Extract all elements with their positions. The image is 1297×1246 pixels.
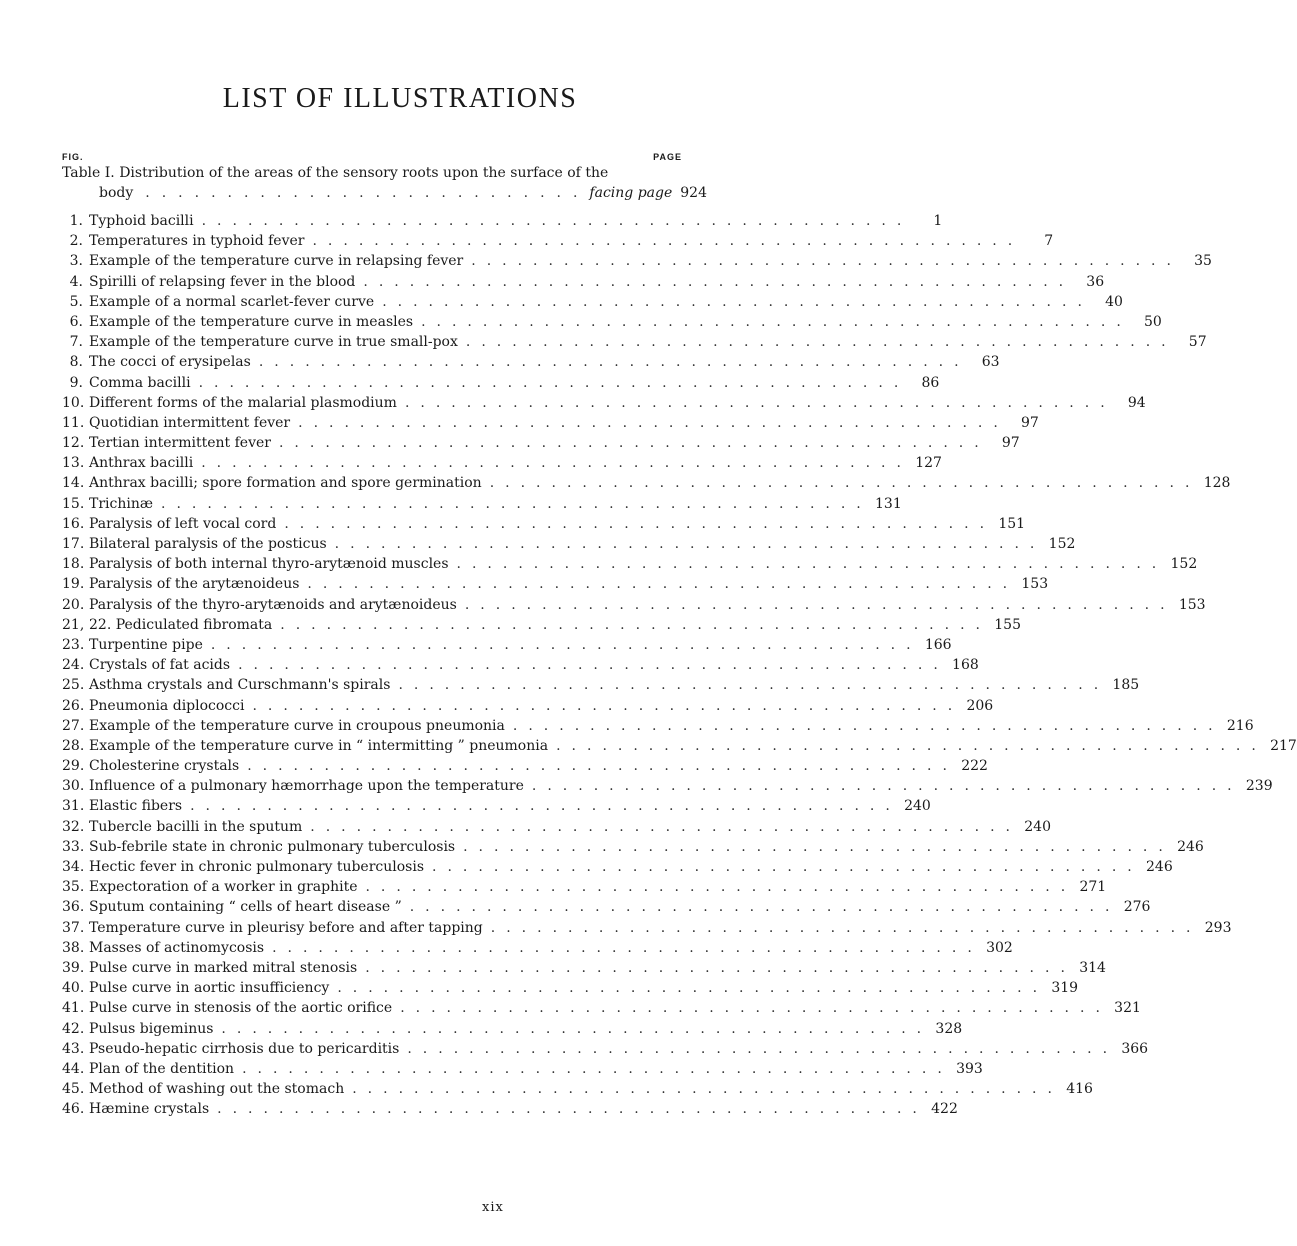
figure-number: 27. [62, 717, 85, 734]
list-item [62, 615, 1021, 635]
figure-number: 6. [69, 313, 83, 330]
figure-number: 29. [62, 758, 85, 775]
figure-page: 153 [1021, 576, 1049, 593]
figure-number: 43. [62, 1040, 85, 1057]
page-column-header: PAGE [653, 152, 682, 162]
leader-dots: .............................................. [210, 636, 922, 653]
figure-number: 42. [62, 1020, 85, 1037]
figure-page: 217 [1270, 737, 1297, 754]
list-item [62, 938, 1013, 958]
leader-dots: .............................................. [280, 616, 991, 633]
figure-page: 7 [1044, 233, 1054, 250]
figure-page: 127 [915, 455, 942, 472]
figure-page: 128 [1203, 475, 1231, 492]
figure-title: Hæmine crystals [89, 1101, 210, 1118]
list-item [62, 453, 942, 473]
figure-page: 50 [1143, 313, 1162, 330]
leader-dots: ........................... [145, 185, 590, 201]
list-item [62, 817, 1051, 837]
figure-title: Paralysis of the thyro-arytænoids and arytænoideus [89, 596, 457, 613]
figure-page: 166 [924, 636, 952, 653]
figure-number: 4. [69, 273, 83, 290]
leader-dots: .............................................. [382, 293, 1093, 310]
figure-page: 240 [904, 798, 931, 815]
list-item [62, 696, 994, 716]
figure-title: Sub-febrile state in chronic pulmonary tuberculosis [89, 838, 456, 855]
figure-page: 239 [1245, 778, 1273, 795]
list-item [62, 413, 1039, 433]
figure-page: 35 [1194, 253, 1212, 270]
figure-title: Example of the temperature curve in measles [89, 313, 414, 330]
leader-dots: .............................................. [531, 778, 1243, 795]
list-item [62, 534, 1076, 554]
page-number: xix [482, 1200, 504, 1215]
leader-dots: .............................................. [284, 515, 996, 532]
figure-number: 38. [62, 939, 85, 956]
list-item [62, 393, 1146, 413]
list-item [62, 857, 1173, 877]
figure-number: 2. [69, 233, 83, 250]
figure-number: 7. [69, 334, 83, 351]
list-item [62, 918, 1232, 938]
figure-title: Turpentine pipe [89, 636, 203, 653]
leader-dots: .............................................. [407, 1040, 1119, 1057]
figure-title: Tubercle bacilli in the sputum [89, 818, 303, 835]
figure-page: 185 [1112, 677, 1140, 694]
figure-number: 45. [62, 1081, 85, 1098]
leader-dots: .............................................. [363, 273, 1075, 290]
figure-number: 41. [62, 1000, 85, 1017]
leader-dots: .............................................. [334, 536, 1046, 552]
leader-dots: .............................................. [409, 899, 1121, 916]
list-item [62, 292, 1123, 312]
figure-page: 319 [1051, 980, 1079, 997]
figure-number: 11. [62, 414, 85, 431]
list-item [62, 756, 988, 776]
figure-number: 31. [62, 798, 85, 815]
list-item [62, 998, 1141, 1018]
leader-dots: .............................................. [432, 859, 1143, 875]
figure-title: Trichinæ [89, 495, 154, 512]
table-entry [62, 163, 707, 203]
figure-page: 276 [1123, 899, 1151, 916]
figure-page: 240 [1024, 818, 1051, 835]
figure-title: Paralysis of left vocal cord [89, 515, 277, 532]
figure-title: Temperatures in typhoid fever [89, 233, 305, 250]
leader-dots: .............................................. [471, 253, 1182, 270]
figure-number: 20. [62, 596, 85, 613]
list-item [62, 211, 943, 231]
figure-title: Influence of a pulmonary hæmorrhage upon the temperature [89, 778, 524, 795]
figure-page: 97 [1021, 414, 1039, 431]
list-item [62, 897, 1151, 917]
figure-title: Bilateral paralysis of the posticus [89, 536, 327, 552]
figure-title: Elastic fibers [89, 798, 183, 815]
figure-number: 5. [69, 293, 83, 310]
figure-title: Pseudo-hepatic cirrhosis due to pericarditis [89, 1040, 400, 1057]
figure-page: 321 [1114, 1000, 1141, 1017]
figure-number: 17. [62, 536, 85, 552]
leader-dots: .............................................. [404, 394, 1116, 411]
leader-dots: .............................................. [465, 334, 1177, 351]
list-item [62, 978, 1079, 998]
list-item [62, 1079, 1093, 1099]
figure-title: Typhoid bacilli [89, 213, 194, 229]
list-item [62, 554, 1198, 574]
figure-page: 314 [1079, 959, 1106, 976]
figure-title: Pulse curve in marked mitral stenosis [89, 959, 358, 976]
leader-dots: .............................................. [252, 697, 964, 714]
list-item [62, 514, 1026, 534]
figure-page: 153 [1178, 596, 1206, 613]
leader-dots: .............................................. [421, 313, 1132, 330]
leader-dots: .............................................. [298, 414, 1009, 431]
figure-number: 23. [62, 636, 85, 653]
leader-dots: .............................................. [398, 677, 1110, 694]
figure-page: 168 [952, 657, 979, 674]
list-item [62, 958, 1106, 978]
leader-dots: .............................................. [337, 980, 1049, 997]
list-item [62, 352, 1000, 372]
figure-title: Example of the temperature curve in relapsing fever [89, 253, 464, 270]
figure-page: 152 [1170, 556, 1198, 573]
leader-dots: .............................................. [190, 798, 901, 815]
figure-title: Pulse curve in stenosis of the aortic orifice [89, 1000, 393, 1017]
leader-dots: .............................................. [161, 495, 872, 512]
figure-title: Pneumonia diplococci [89, 697, 245, 714]
figure-title: Temperature curve in pleurisy before and after tapping [89, 919, 483, 936]
figure-page: 366 [1121, 1040, 1149, 1057]
figure-number: 21, [62, 616, 85, 633]
figure-number: 30. [62, 778, 85, 795]
figure-title: Pulsus bigeminus [89, 1020, 214, 1037]
table-entry-facing: facing page [589, 185, 673, 201]
figure-page: 57 [1188, 334, 1207, 351]
figure-title: The cocci of erysipelas [89, 354, 251, 371]
list-item [62, 877, 1107, 897]
list-item [62, 837, 1204, 857]
figure-title: Anthrax bacilli [89, 455, 194, 472]
figure-title: Spirilli of relapsing fever in the blood [89, 273, 356, 290]
leader-dots: .............................................. [489, 475, 1201, 492]
leader-dots: .............................................. [217, 1101, 928, 1118]
fig-column-header: FIG. [62, 152, 84, 162]
figure-number: 12. [62, 435, 85, 452]
leader-dots: .............................................. [307, 576, 1019, 593]
list-item [62, 1099, 958, 1119]
figure-page: 155 [994, 616, 1021, 633]
figure-page: 271 [1079, 879, 1107, 896]
list-item [62, 716, 1254, 736]
figure-title: Paralysis of both internal thyro-arytænoid muscles [89, 556, 449, 573]
list-item [62, 494, 902, 514]
figure-number: 15. [62, 495, 85, 512]
figure-page: 63 [981, 354, 1000, 371]
leader-dots: .............................................. [512, 717, 1224, 734]
figure-number: 3. [69, 253, 83, 270]
figure-page: 36 [1086, 273, 1105, 290]
leader-dots: .............................................. [365, 959, 1076, 976]
figure-number: 1. [69, 213, 83, 229]
figure-title: Plan of the dentition [89, 1060, 235, 1077]
figure-page: 86 [921, 374, 940, 391]
leader-dots: .............................................. [352, 1081, 1063, 1098]
figure-page: 151 [998, 515, 1026, 532]
leader-dots: .............................................. [201, 455, 912, 472]
figure-title: Crystals of fat acids [89, 657, 231, 674]
figure-number: 40. [62, 980, 85, 997]
figure-number: 28. [62, 737, 85, 754]
figure-number: 8. [69, 354, 83, 371]
figure-number: 26. [62, 697, 85, 714]
leader-dots: .............................................. [278, 435, 990, 452]
figure-page: 97 [1001, 435, 1020, 452]
figure-number: 19. [62, 576, 85, 593]
figure-title: Example of the temperature curve in croupous pneumonia [89, 717, 505, 734]
list-item [62, 574, 1049, 594]
figure-number: 25. [62, 677, 85, 694]
list-item [62, 332, 1207, 352]
list-item [62, 675, 1140, 695]
list-item [62, 231, 1054, 251]
figure-page: 302 [986, 939, 1013, 956]
figure-title: Method of washing out the stomach [89, 1081, 345, 1098]
leader-dots: .............................................. [238, 657, 949, 674]
figure-page: 293 [1204, 919, 1232, 936]
figure-title: Paralysis of the arytænoideus [89, 576, 300, 593]
figure-page: 422 [931, 1101, 958, 1118]
list-item [62, 373, 940, 393]
figure-title: Example of the temperature curve in “ intermitting ” pneumonia [89, 737, 549, 754]
figure-page: 94 [1127, 394, 1146, 411]
figure-number: 44. [62, 1060, 85, 1077]
figure-page: 1 [933, 213, 943, 229]
list-item [62, 1039, 1149, 1059]
list-item [62, 1019, 963, 1039]
leader-dots: .............................................. [258, 354, 970, 371]
figure-number: 18. [62, 556, 85, 573]
figure-title: Pulse curve in aortic insufficiency [89, 980, 330, 997]
figure-page: 328 [935, 1020, 963, 1037]
figure-title: Tertian intermittent fever [89, 435, 271, 452]
list-item [62, 272, 1105, 292]
list-item [62, 1059, 983, 1079]
list-item [62, 595, 1206, 615]
figure-title: Example of the temperature curve in true small-pox [89, 334, 458, 351]
list-item [62, 312, 1162, 332]
figure-page: 222 [961, 758, 988, 775]
list-item [62, 473, 1231, 493]
leader-dots: .............................................. [242, 1060, 953, 1077]
figure-title: Sputum containing “ cells of heart disease ” [89, 899, 402, 916]
figure-page: 40 [1105, 293, 1123, 310]
list-item [62, 655, 979, 675]
leader-dots: .............................................. [490, 919, 1202, 936]
figure-title: Hectic fever in chronic pulmonary tuberculosis [89, 859, 425, 875]
leader-dots: .............................................. [464, 596, 1176, 613]
list-item [62, 251, 1212, 271]
figure-title: Masses of actinomycosis [89, 939, 265, 956]
figure-page: 246 [1177, 838, 1204, 855]
figure-page: 216 [1226, 717, 1254, 734]
figure-number: 14. [62, 475, 85, 492]
leader-dots: .............................................. [221, 1020, 933, 1037]
figure-page: 131 [875, 495, 902, 512]
figure-title: Example of a normal scarlet-fever curve [89, 293, 375, 310]
figure-number: 10. [62, 394, 85, 411]
figure-title: Quotidian intermittent fever [89, 414, 291, 431]
figure-number: 13. [62, 455, 85, 472]
figure-number: 34. [62, 859, 85, 875]
illustrations-list [62, 211, 1297, 1119]
list-item [62, 433, 1020, 453]
leader-dots: .............................................. [463, 838, 1174, 855]
figure-page: 152 [1048, 536, 1076, 552]
list-item [62, 736, 1297, 756]
leader-dots: .............................................. [456, 556, 1168, 573]
figure-page: 206 [966, 697, 994, 714]
leader-dots: .............................................. [272, 939, 983, 956]
figure-number: 32. [62, 818, 85, 835]
table-entry-page: 924 [680, 185, 707, 201]
table-entry-label: Table I. Distribution of the areas of the sensory roots upon the surface of the [62, 165, 609, 181]
table-entry-continuation: body [99, 185, 134, 201]
figure-number: 16. [62, 515, 85, 532]
figure-number: 36. [62, 899, 85, 916]
figure-title: Cholesterine crystals [89, 758, 240, 775]
figure-title: Comma bacilli [89, 374, 191, 391]
figure-title: 22. Pediculated fibromata [89, 616, 273, 633]
figure-page: 393 [956, 1060, 983, 1077]
figure-title: Different forms of the malarial plasmodium [89, 394, 397, 411]
figure-page: 416 [1066, 1081, 1093, 1098]
figure-number: 33. [62, 838, 85, 855]
figure-number: 24. [62, 657, 85, 674]
figure-number: 37. [62, 919, 85, 936]
leader-dots: .............................................. [201, 213, 913, 229]
figure-title: Asthma crystals and Curschmann's spirals [89, 677, 391, 694]
page-title: LIST OF ILLUSTRATIONS [222, 83, 578, 114]
leader-dots: .............................................. [310, 818, 1021, 835]
figure-number: 39. [62, 959, 85, 976]
figure-number: 46. [62, 1101, 85, 1118]
figure-title: Expectoration of a worker in graphite [89, 879, 358, 896]
leader-dots: .............................................. [556, 737, 1267, 754]
list-item [62, 635, 952, 655]
figure-number: 35. [62, 879, 85, 896]
leader-dots: .............................................. [400, 1000, 1111, 1017]
figure-number: 9. [69, 374, 83, 391]
figure-title: Anthrax bacilli; spore formation and spore germination [89, 475, 482, 492]
leader-dots: .............................................. [312, 233, 1024, 250]
figure-page: 246 [1146, 859, 1173, 875]
leader-dots: .............................................. [198, 374, 910, 391]
list-item [62, 776, 1273, 796]
leader-dots: .............................................. [247, 758, 958, 775]
leader-dots: .............................................. [365, 879, 1077, 896]
list-item [62, 796, 931, 816]
